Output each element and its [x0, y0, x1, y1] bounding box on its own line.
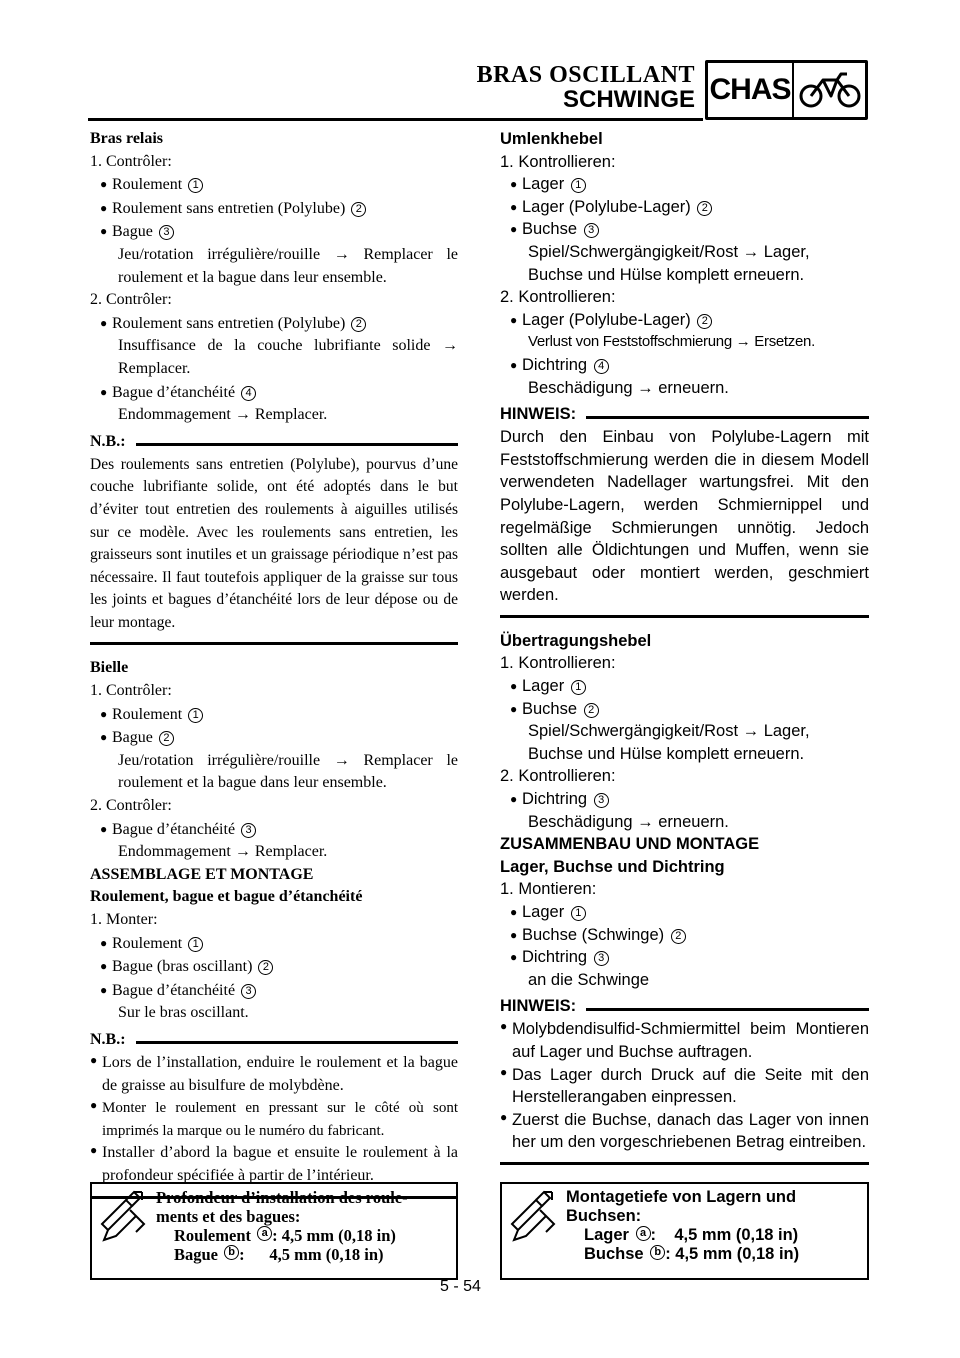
step: 1. Kontrollieren:	[500, 152, 616, 171]
note-bullet: ● Das Lager durch Druck auf die Seite mit den Herstellerangaben einpressen.	[500, 1064, 869, 1107]
list-item: ● Bague d’étanchéité 3	[90, 818, 458, 842]
list-item: ● Bague d’étanchéité 3	[90, 979, 458, 1003]
german-column	[500, 128, 869, 1177]
note-end-rule	[500, 1162, 869, 1165]
item-detail: Jeu/rotation irrégulière/rouille → Remplacer le	[118, 245, 458, 263]
section-badge	[705, 60, 868, 120]
list-item: ● Bague 2	[90, 726, 458, 750]
list-item: ● Lager 1	[500, 675, 869, 698]
list-item: ● Bague (bras oscillant) 2	[90, 955, 458, 979]
header-title-german: SCHWINGE	[563, 86, 695, 113]
step: 2. Kontrollieren:	[500, 288, 616, 307]
list-item: ● Lager 1	[500, 901, 869, 924]
wrench-icon	[92, 1184, 156, 1278]
step: 2. Contrôler:	[90, 291, 172, 309]
step: 1. Contrôler:	[90, 682, 172, 700]
list-item: ● Roulement sans entretien (Polylube) 2	[90, 197, 458, 221]
section-title: Übertragungshebel	[500, 631, 652, 650]
list-item: ● Buchse 3	[500, 218, 869, 241]
page-number: 5 - 54	[440, 1278, 481, 1295]
spec-title: Montagetiefe von Lagern und	[566, 1188, 797, 1206]
spec-title: ments et des bagues:	[156, 1207, 301, 1226]
item-detail: an die Schwinge	[528, 970, 650, 989]
step: 1. Montieren:	[500, 880, 597, 899]
list-item: ● Lager (Polylube-Lager) 2	[500, 309, 869, 332]
list-item: ● Lager 1	[500, 173, 869, 196]
list-item: ● Dichtring 3	[500, 788, 869, 811]
list-item: ● Dichtring 3	[500, 946, 869, 969]
item-detail: Verlust von Feststoffschmierung → Ersetzen.	[528, 333, 815, 351]
list-item: ● Buchse 2	[500, 698, 869, 721]
item-detail: Endommagement → Remplacer.	[118, 843, 328, 861]
item-detail: Endommagement → Remplacer.	[118, 406, 328, 424]
list-item: ● Roulement 1	[90, 703, 458, 727]
subsection-title: Roulement, bague et bague d’étanchéité	[90, 888, 363, 906]
note-bullet: ● Lors de l’installation, enduire le roulement et la bague de graisse au bisulfure de molybdène.	[90, 1052, 458, 1094]
french-column	[90, 128, 458, 1211]
note-bullet: ● Molybdendisulfid-Schmiermittel beim Montieren auf Lager und Buchse auftragen.	[500, 1019, 869, 1061]
item-detail: Buchse und Hülse komplett erneuern.	[528, 265, 805, 284]
item-detail: Sur le bras oscillant.	[118, 1004, 249, 1022]
item-detail: Jeu/rotation irrégulière/rouille → Remplacer le	[118, 751, 458, 769]
step: 2. Kontrollieren:	[500, 767, 616, 786]
spec-title: Buchsen:	[566, 1207, 642, 1225]
item-detail: Buchse und Hülse komplett erneuern.	[528, 744, 805, 763]
spec-row: Buchse b : 4,5 mm (0,18 in)	[584, 1245, 800, 1263]
item-detail: Remplacer.	[118, 359, 191, 377]
section-title: Bras relais	[90, 130, 164, 147]
list-item: ● Bague 3	[90, 220, 458, 244]
note-header: N.B.:	[90, 1028, 458, 1052]
spec-row: Roulement a : 4,5 mm (0,18 in)	[174, 1226, 396, 1245]
item-detail: Beschädigung → erneuern.	[528, 812, 729, 831]
list-item: ● Bague d’étanchéité 4	[90, 381, 458, 405]
spec-row: Lager a : 4,5 mm (0,18 in)	[584, 1226, 799, 1244]
note-header: N.B.:	[90, 430, 458, 454]
motorcycle-icon	[794, 63, 865, 117]
list-item: ● Roulement 1	[90, 173, 458, 197]
list-item: ● Roulement sans entretien (Polylube) 2	[90, 312, 458, 336]
section-title: Umlenkhebel	[500, 130, 603, 148]
spec-box-french	[90, 1182, 458, 1280]
item-detail: Spiel/Schwergängigkeit/Rost → Lager,	[528, 242, 810, 261]
header-title-french: BRAS OSCILLANT	[476, 62, 695, 88]
section-title: Bielle	[90, 659, 129, 677]
note-text: Durch den Einbau von Polylube-Lagern mit Feststoffschmierung werden die in diesem Modell verwendeten Nadellager wartungsfrei. Mit den Polylube-Lagern, werden Schmiernippel und regelmäßige Schmierungen unnötig. Jedoch sollten alle Öldichtungen und Muffen, wenn sie ausgebaut oder montiert werden, geschmiert werden.	[500, 428, 869, 605]
note-header: HINWEIS:	[500, 994, 869, 1018]
subsection-title: Lager, Buchse und Dichtring	[500, 857, 725, 876]
item-detail: roulement et la bague dans leur ensemble.	[118, 268, 387, 286]
section-label: CHAS	[708, 63, 794, 117]
spec-box-german	[500, 1182, 869, 1280]
note-bullet: ● Installer d’abord la bague et ensuite le roulement à la profondeur spécifiée à partir de l’intérieur.	[90, 1143, 458, 1184]
note-bullet: ● Zuerst die Buchse, danach das Lager von innen her um den vorgeschriebenen Betrag eintreiben.	[500, 1109, 869, 1152]
step: 1. Kontrollieren:	[500, 654, 616, 673]
item-detail: Spiel/Schwergängigkeit/Rost → Lager,	[528, 722, 810, 741]
spec-row: Bague b : 4,5 mm (0,18 in)	[174, 1245, 384, 1264]
header-rule	[88, 118, 703, 121]
step: 2. Contrôler:	[90, 797, 172, 815]
note-end-rule	[500, 615, 869, 618]
item-detail: Insuffisance de la couche lubrifiante solide →	[118, 337, 458, 355]
section-title: ASSEMBLAGE ET MONTAGE	[90, 865, 314, 883]
note-bullet: ● Monter le roulement en pressant sur le côté où sont imprimés la marque ou le numéro du fabricant.	[90, 1098, 458, 1139]
note-header: HINWEIS:	[500, 402, 869, 426]
item-detail: roulement et la bague dans leur ensemble.	[118, 774, 387, 792]
item-detail: Beschädigung → erneuern.	[528, 378, 729, 397]
note-text: Des roulements sans entretien (Polylube), pourvus d’une couche lubrifiante solide, ont été adoptés dans le but d’éviter tout entretien des roulements à aiguilles utilisés sur ce modèle. Avec les roulements sans entretien, les graisseurs sont inutiles et un graissage périodique n’est pas nécessaire. Il faut toutefois appliquer de la graisse sur tous les joints et bagues d’étanchéité lors de leur dépose ou de leur montage.	[90, 455, 458, 631]
list-item: ● Lager (Polylube-Lager) 2	[500, 196, 869, 219]
step: 1. Contrôler:	[90, 152, 172, 170]
note-end-rule	[90, 642, 458, 645]
list-item: ● Dichtring 4	[500, 354, 869, 377]
list-item: ● Buchse (Schwinge) 2	[500, 924, 869, 947]
section-title: ZUSAMMENBAU UND MONTAGE	[500, 835, 760, 854]
spec-title: Profondeur d’installation des roule-	[156, 1188, 408, 1207]
list-item: ● Roulement 1	[90, 932, 458, 956]
wrench-icon	[502, 1184, 566, 1278]
step: 1. Monter:	[90, 911, 158, 928]
